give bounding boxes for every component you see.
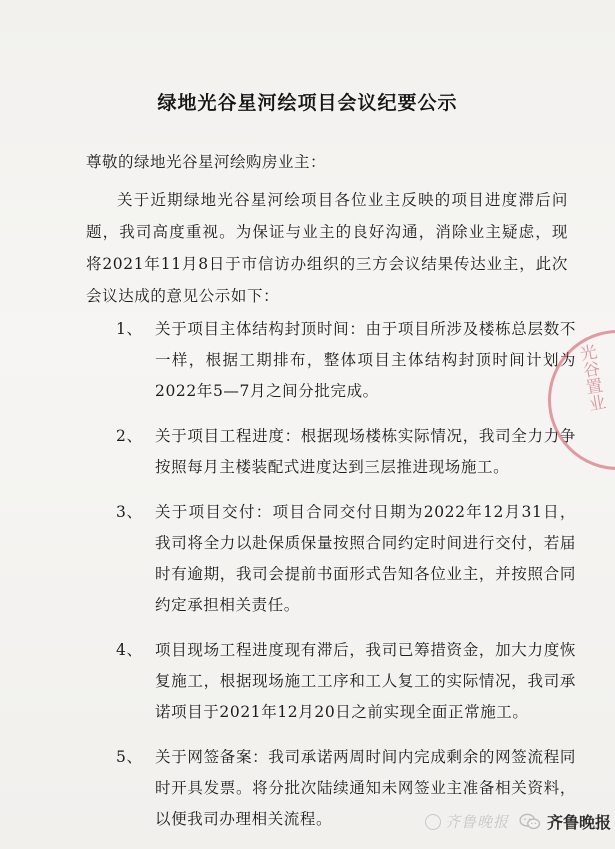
document-title: 绿地光谷星河绘项目会议纪要公示 bbox=[157, 92, 458, 114]
item-text: 关于网签备案：我司承诺两周时间内完成剩余的网签流程同时开具发票。将分批次陆续通知未网签业主准备相关资料，以便我司办理相关流程。 bbox=[155, 748, 576, 828]
watermark-left-text: 齐鲁晚报 bbox=[445, 813, 510, 831]
intro-paragraph: 关于近期绿地光谷星河绘项目各位业主反映的项目进度滞后问题，我司高度重视。为保证与业主的良好沟通，消除业主疑虑，现将2021年11月8日于市信访办组织的三方会议结果传达业主，此次会议达成的意见公示如下： bbox=[86, 191, 568, 305]
salutation: 尊敬的绿地光谷星河绘购房业主： bbox=[86, 153, 327, 171]
item-text: 项目现场工程进度现有滞后，我司已筹措资金，加大力度恢复施工，根据现场施工工序和工人复工的实际情况，我司承诺项目于2021年12月20日之前实现全面正常施工。 bbox=[155, 641, 576, 721]
list-item bbox=[116, 635, 576, 728]
item-text: 关于项目交付：项目合同交付日期为2022年12月31日，我司将全力以赴保质保量按照合同约定时间进行交付，若届时有逾期，我司会提前书面形式告知各位业主，并按照合同约定承担相关责任。 bbox=[155, 503, 576, 614]
list-item bbox=[116, 497, 576, 621]
item-number: 3、 bbox=[116, 503, 143, 521]
watermark-logo-icon bbox=[425, 814, 441, 830]
list-item bbox=[116, 421, 576, 483]
item-number: 2、 bbox=[116, 427, 143, 445]
list-item bbox=[116, 314, 576, 407]
item-number: 1、 bbox=[116, 320, 143, 338]
item-text: 关于项目主体结构封顶时间：由于项目所涉及楼栋总层数不一样，根据工期排布，整体项目主体结构封顶时间计划为2022年5—7月之间分批完成。 bbox=[155, 320, 576, 400]
item-number: 5、 bbox=[116, 748, 143, 766]
watermark bbox=[425, 810, 611, 833]
items-list bbox=[116, 314, 576, 849]
item-number: 4、 bbox=[116, 641, 143, 659]
item-text: 关于项目工程进度：根据现场楼栋实际情况，我司全力力争按照每月主楼装配式进度达到三层推进现场施工。 bbox=[155, 427, 576, 476]
wechat-icon bbox=[519, 813, 541, 831]
watermark-right-text: 齐鲁晚报 bbox=[547, 813, 612, 832]
seal-text: 光谷置业 bbox=[574, 342, 607, 414]
